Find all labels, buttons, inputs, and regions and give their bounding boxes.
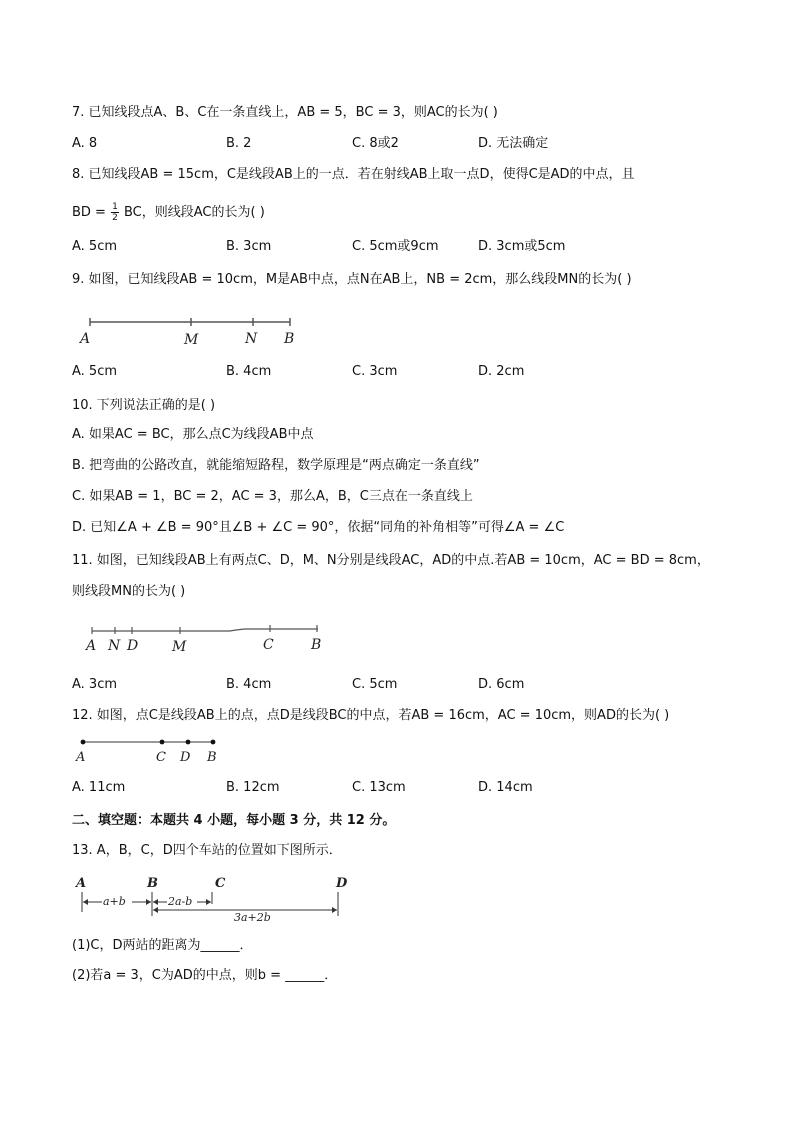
q11-label-c: C [263,637,274,653]
q8-option-d[interactable]: D. 3cm或5cm [478,239,566,254]
q11-label-m: M [172,639,187,655]
q9-label-n: N [245,331,258,347]
q12-point-c [160,740,165,745]
q9-option-b[interactable]: B. 4cm [226,364,272,379]
q10-option-b[interactable]: B. 把弯曲的公路改直，就能缩短路程，数学原理是“两点确定一条直线” [72,458,480,473]
q12-label-a: A [76,750,86,765]
q9-label-m: M [184,332,199,348]
q11-segment-figure [80,623,330,657]
q10-option-a[interactable]: A. 如果AC = BC，那么点C为线段AB中点 [72,427,314,442]
q13-arrowhead-ab-left [83,899,88,905]
q8-option-b[interactable]: B. 3cm [226,239,272,254]
fraction-one-half [111,202,119,223]
q12-option-d[interactable]: D. 14cm [478,780,533,795]
q12-option-b[interactable]: B. 12cm [226,780,280,795]
q12-label-b: B [207,750,217,765]
q11-option-a[interactable]: A. 3cm [72,677,118,692]
q12-label-d: D [180,750,191,765]
q8-stem2-prefix: BD = [72,205,106,220]
q13-segment-ab: a+b [103,895,126,908]
q11-stem-line2: 则线段MN的长为( ) [72,584,186,599]
q13-sub2: (2)若a = 3，C为AD的中点，则b = ______． [72,968,338,983]
q13-stem: 13. A，B，C，D四个车站的位置如下图所示． [72,843,342,858]
q13-sub1: (1)C，D两站的距离为______． [72,938,253,953]
q13-label-b: B [147,876,158,891]
q8-option-a[interactable]: A. 5cm [72,239,118,254]
fraction-denominator: 2 [112,213,118,223]
q9-label-b: B [284,331,295,347]
q7-option-d[interactable]: D. 无法确定 [478,136,549,151]
q12-segment-figure [72,736,232,768]
q7-option-c[interactable]: C. 8或2 [352,136,399,151]
q10-option-c[interactable]: C. 如果AB = 1，BC = 2，AC = 3，那么A，B，C三点在一条直线上 [72,489,473,504]
q13-arrowhead-bd-right [332,907,337,913]
q8-stem-line2 [72,202,265,223]
q13-label-c: C [215,876,226,891]
q13-arrowhead-bc-right [206,899,211,905]
q9-option-d[interactable]: D. 2cm [478,364,525,379]
q13-arrowhead-ab-right [146,899,151,905]
q12-option-a[interactable]: A. 11cm [72,780,126,795]
q7-stem: 7. 已知线段点A、B、C在一条直线上，AB = 5，BC = 3，则AC的长为( ) [72,105,498,120]
q13-label-a: A [76,876,87,891]
q11-label-d: D [127,638,139,654]
q11-option-c[interactable]: C. 5cm [352,677,398,692]
q13-arrowhead-bc-left [153,899,158,905]
q10-stem: 10. 下列说法正确的是( ) [72,398,216,413]
q8-stem2-suffix: BC，则线段AC的长为( ) [123,205,265,220]
q9-option-a[interactable]: A. 5cm [72,364,118,379]
q7-option-a[interactable]: A. 8 [72,136,98,151]
q9-stem: 9. 如图，已知线段AB = 10cm，M是AB中点，点N在AB上，NB = 2cm，那么线段MN的长为( ) [72,272,632,287]
q11-option-d[interactable]: D. 6cm [478,677,525,692]
q12-point-b [211,740,216,745]
q11-option-b[interactable]: B. 4cm [226,677,272,692]
fraction-numerator: 1 [112,202,118,212]
q11-stem: 11. 如图，已知线段AB上有两点C、D，M、N分别是线段AC，AD的中点.若AB = 10cm，AC = BD = 8cm， [72,553,710,568]
q9-label-a: A [80,331,91,347]
q9-segment-figure [78,314,308,350]
q12-stem: 12. 如图，点C是线段AB上的点，点D是线段BC的中点，若AB = 16cm，AC = 10cm，则AD的长为( ) [72,708,670,723]
q13-station-figure [72,872,362,922]
q12-point-d [186,740,191,745]
q11-label-a: A [86,638,97,654]
q9-option-c[interactable]: C. 3cm [352,364,398,379]
q12-point-a [81,740,86,745]
q13-segment-bc: 2a-b [168,895,193,908]
q10-option-d[interactable]: D. 已知∠A + ∠B = 90°且∠B + ∠C = 90°，依据“同角的补角相等”可得∠A = ∠C [72,520,565,535]
q11-label-b: B [311,637,322,653]
q7-option-b[interactable]: B. 2 [226,136,252,151]
q11-segment-line [92,629,318,631]
q13-arrowhead-bd-left [153,907,158,913]
q12-label-c: C [156,750,166,765]
q8-stem: 8. 已知线段AB = 15cm，C是线段AB上的一点．若在射线AB上取一点D，使得C是AD的中点，且 [72,167,635,182]
q13-segment-bd: 3a+2b [234,911,271,922]
q13-label-d: D [336,876,348,891]
section-heading-fill-in: 二、填空题：本题共 4 小题，每小题 3 分，共 12 分。 [72,813,396,828]
q12-option-c[interactable]: C. 13cm [352,780,406,795]
q11-label-n: N [108,638,121,654]
q8-option-c[interactable]: C. 5cm或9cm [352,239,439,254]
